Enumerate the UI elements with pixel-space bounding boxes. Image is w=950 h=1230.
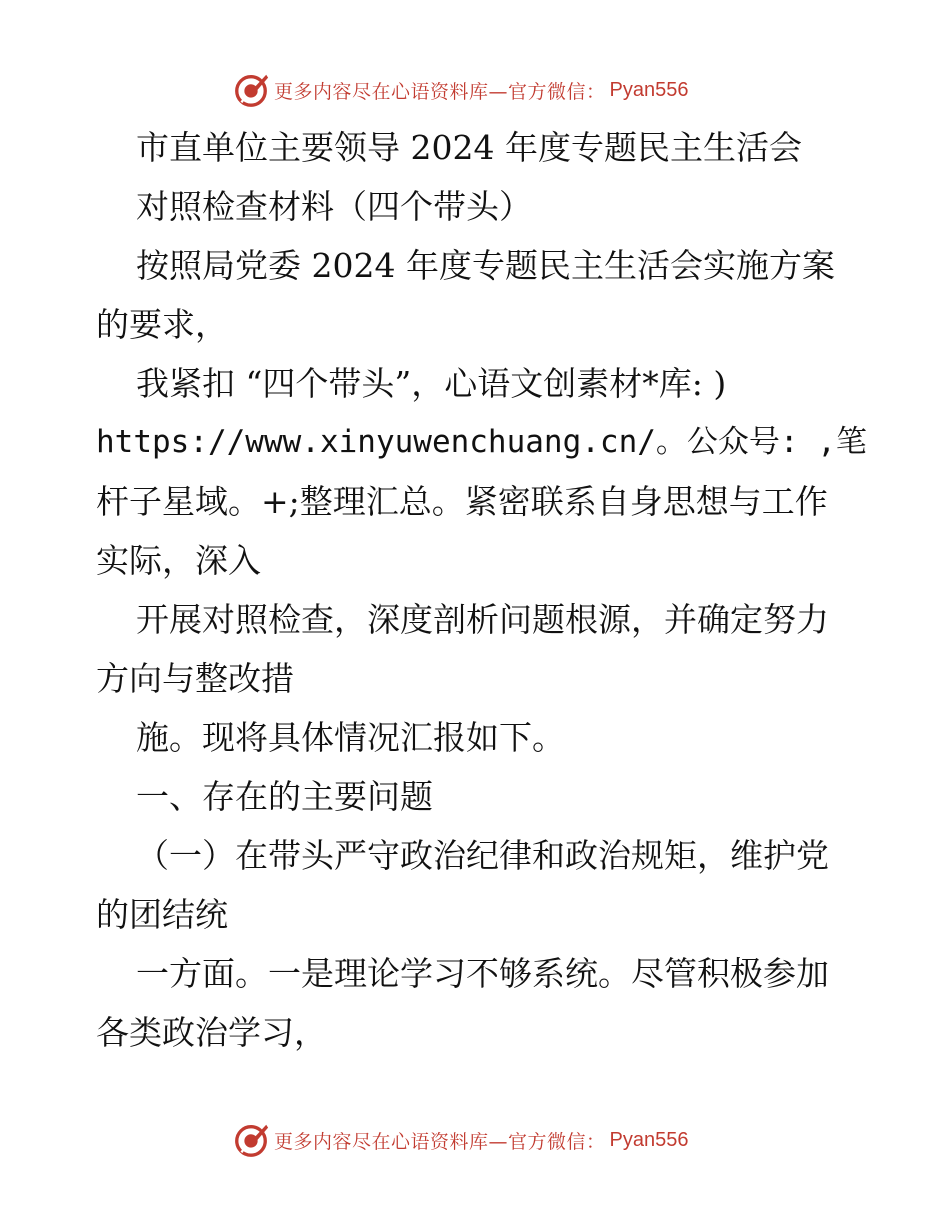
text-line-url: https://www.xinyuwenchuang.cn/。公众号: ,笔 [96,424,867,460]
watermark-text: 更多内容尽在心语资料库—官方微信： [274,1130,606,1153]
text-line: 实际，深入 [96,541,261,580]
text-line: 按照局党委 2024 年度专题民主生活会实施方案 [136,246,835,285]
text-line: 施。现将具体情况汇报如下。 [136,718,565,757]
text-line: 方向与整改措 [96,659,294,698]
pen-logo-icon [232,1121,270,1159]
text-line: 各类政治学习， [96,1013,327,1052]
text-line: 一方面。一是理论学习不够系统。尽管积极参加 [136,954,829,993]
text-line: 的团结统 [96,895,228,934]
watermark-id: Pyan556 [609,1128,689,1151]
text-line: 市直单位主要领导 2024 年度专题民主生活会 [136,128,802,167]
text-line: 开展对照检查，深度剖析问题根源，并确定努力 [136,600,829,639]
text-line: 的要求， [96,305,228,344]
text-line: 杆子星域。+;整理汇总。紧密联系自身思想与工作 [96,482,828,521]
subsection-heading: （一）在带头严守政治纪律和政治规矩，维护党 [136,836,829,875]
header-watermark [232,70,688,110]
section-heading: 一、存在的主要问题 [136,777,433,816]
footer-watermark [232,1120,688,1160]
text-line: 对照检查材料（四个带头） [136,187,532,226]
watermark-id: Pyan556 [609,78,689,101]
document-body [96,118,867,1062]
watermark-text: 更多内容尽在心语资料库—官方微信： [274,80,606,103]
pen-logo-icon [232,71,270,109]
text-line: 我紧扣 “四个带头”，心语文创素材*库: ) [136,364,727,403]
